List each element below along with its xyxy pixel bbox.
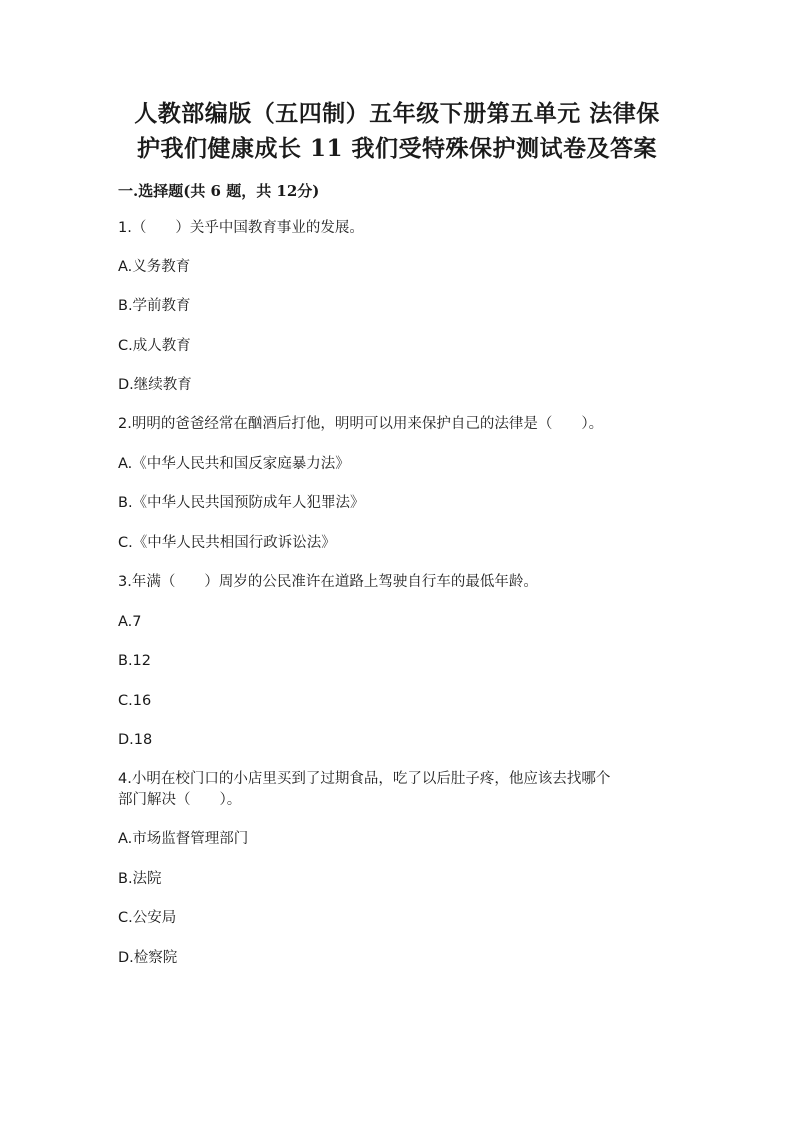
question-3-option-c: C.16 xyxy=(118,693,152,709)
question-3-stem: 3.年满（ ）周岁的公民准许在道路上驾驶自行车的最低年龄。 xyxy=(118,574,538,590)
question-2-option-a: A.《中华人民共和国反家庭暴力法》 xyxy=(118,456,350,472)
section-heading: 一.选择题(共 6 题，共 12分) xyxy=(118,182,320,200)
question-2-option-b: B.《中华人民共国预防成年人犯罪法》 xyxy=(118,495,365,511)
question-3-option-b: B.12 xyxy=(118,653,152,669)
question-1-stem: 1.（ ）关乎中国教育事业的发展。 xyxy=(118,220,364,236)
question-1-option-a: A.义务教育 xyxy=(118,259,191,275)
document-title-line-2: 护我们健康成长 11 我们受特殊保护测试卷及答案 xyxy=(136,135,658,162)
question-4-stem-line-2: 部门解决（ ）。 xyxy=(118,792,242,808)
document-title-line-1: 人教部编版（五四制）五年级下册第五单元 法律保 xyxy=(134,100,660,127)
question-4-option-c: C.公安局 xyxy=(118,910,177,926)
question-2-option-c: C.《中华人民共相国行政诉讼法》 xyxy=(118,535,336,551)
question-1-option-d: D.继续教育 xyxy=(118,377,192,393)
question-1-option-b: B.学前教育 xyxy=(118,298,191,314)
question-2-stem: 2.明明的爸爸经常在酗酒后打他，明明可以用来保护自己的法律是（ ）。 xyxy=(118,416,604,432)
question-3-option-d: D.18 xyxy=(118,732,153,748)
question-4-option-a: A.市场监督管理部门 xyxy=(118,831,249,847)
question-4-option-b: B.法院 xyxy=(118,871,162,887)
question-4-option-d: D.检察院 xyxy=(118,950,178,966)
question-3-option-a: A.7 xyxy=(118,614,142,630)
question-4-stem-line-1: 4.小明在校门口的小店里买到了过期食品，吃了以后肚子疼，他应该去找哪个 xyxy=(118,771,611,787)
question-1-option-c: C.成人教育 xyxy=(118,338,191,354)
